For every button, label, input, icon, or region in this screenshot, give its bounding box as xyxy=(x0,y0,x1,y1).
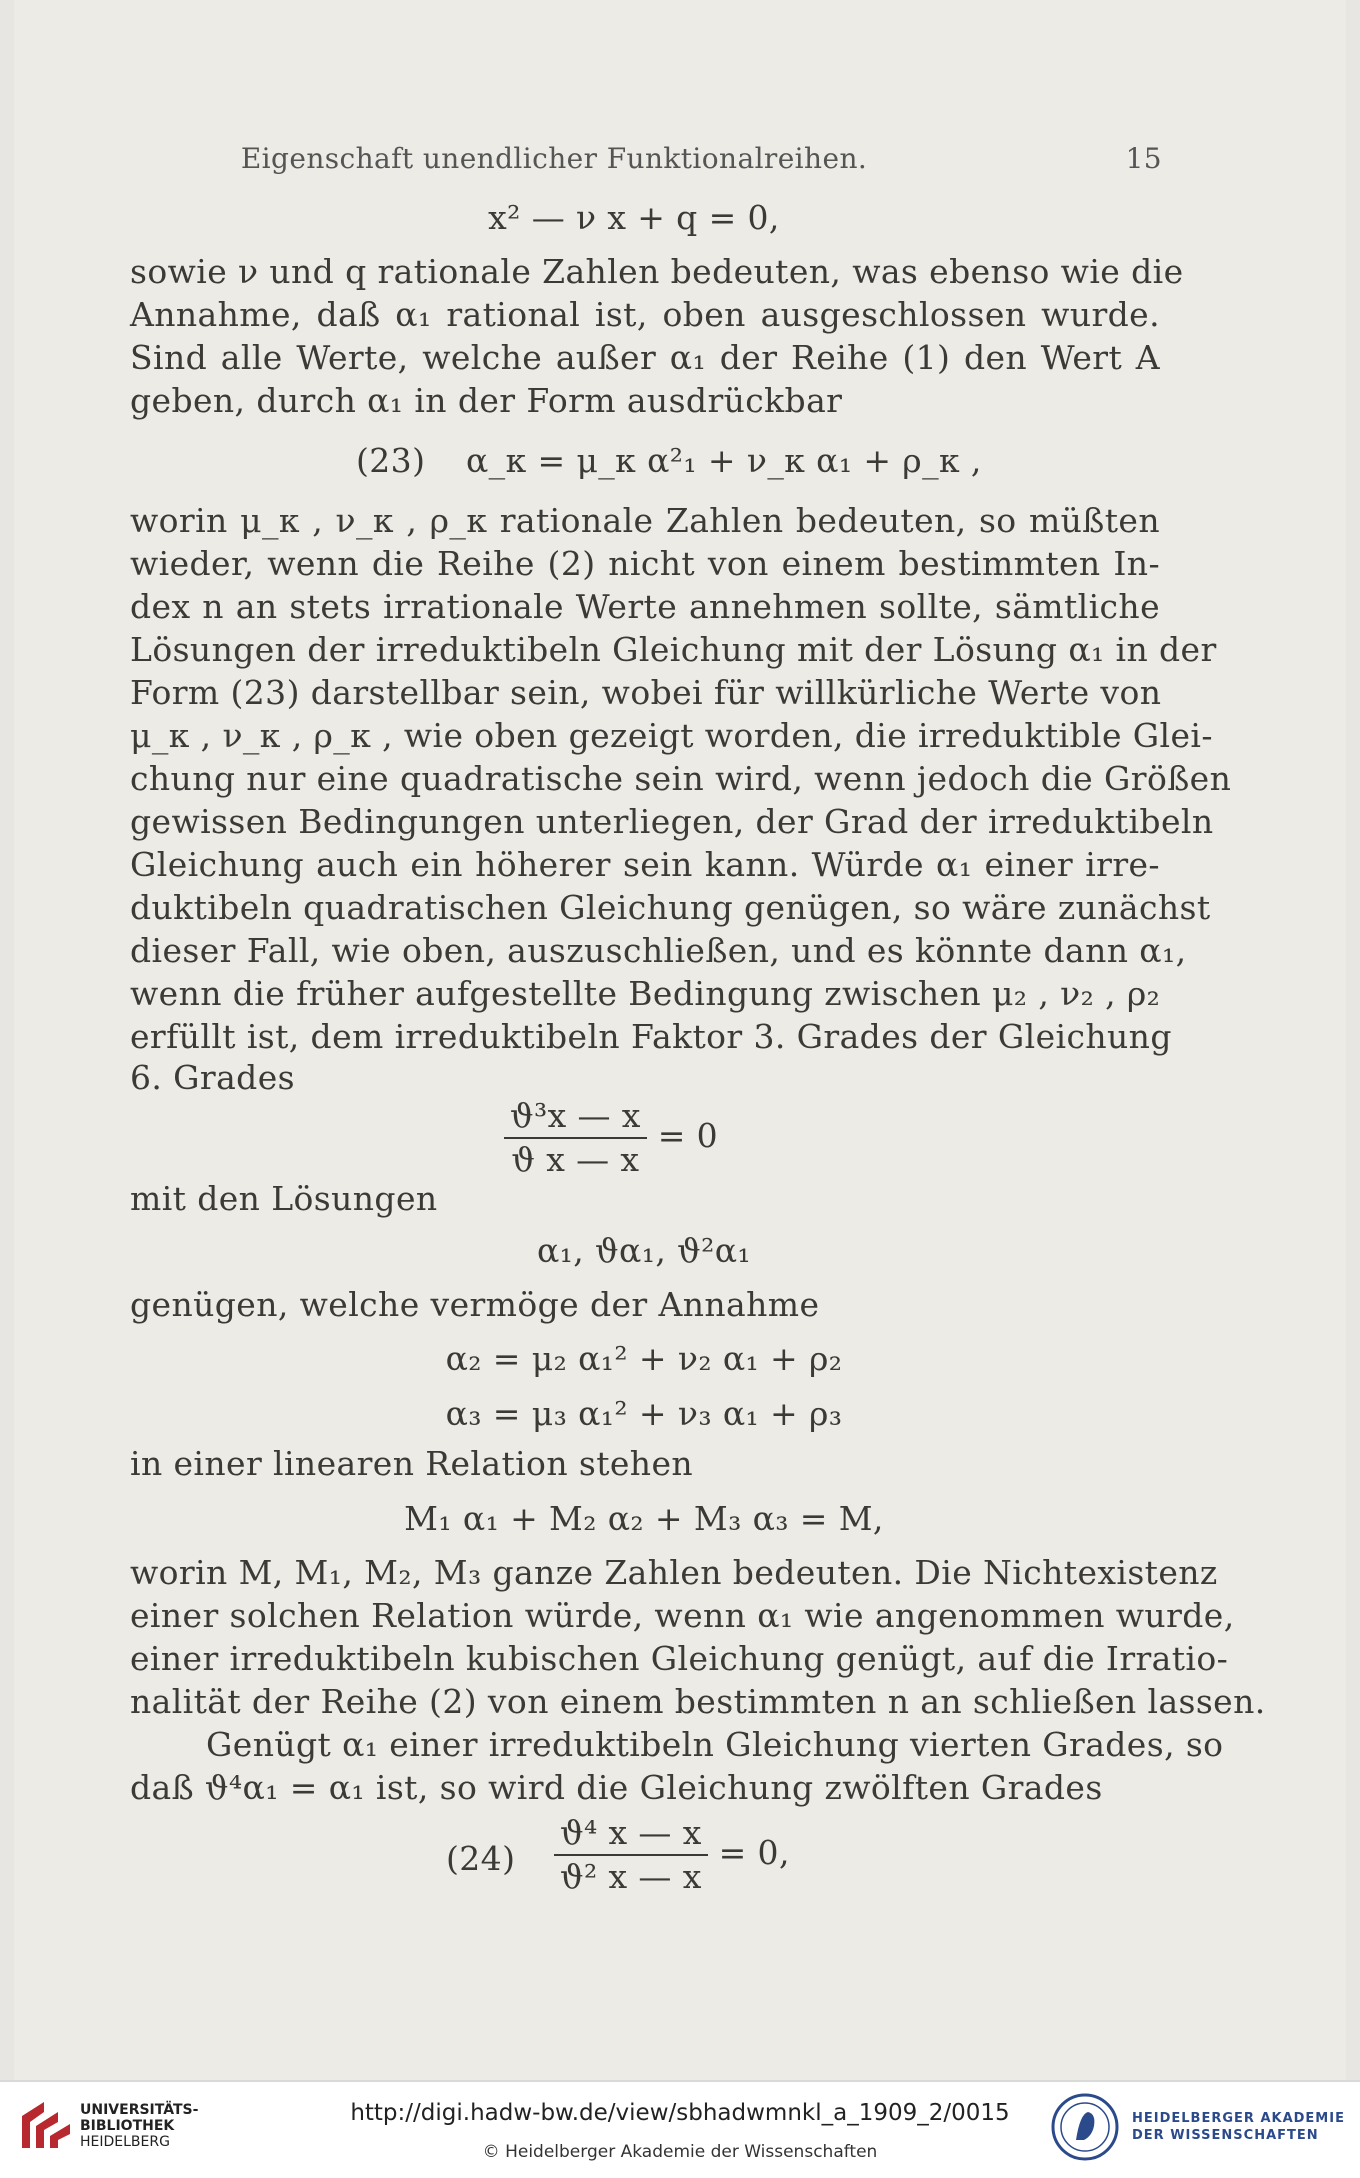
text-line: worin μ_κ , ν_κ , ρ_κ rationale Zahlen bedeuten, so müßten xyxy=(130,501,1160,540)
academy-name-line: DER WISSENSCHAFTEN xyxy=(1132,2128,1319,2143)
fraction-denominator: ϑ x — x xyxy=(511,1140,640,1179)
equation-23: α_κ = μ_κ α²₁ + ν_κ α₁ + ρ_κ , xyxy=(466,441,982,480)
text-line: nalität der Reihe (2) von einem bestimmten n an schließen lassen. xyxy=(130,1682,1266,1721)
text-line: Annahme, daß α₁ rational ist, oben ausgeschlossen wurde. xyxy=(130,295,1160,334)
text-line: worin M, M₁, M₂, M₃ ganze Zahlen bedeuten. Die Nichtexistenz xyxy=(130,1553,1218,1592)
fraction-numerator: ϑ³x — x xyxy=(504,1095,647,1139)
equation-number: (24) xyxy=(446,1839,516,1878)
text-line: 6. Grades xyxy=(130,1058,295,1097)
text-line: mit den Lösungen xyxy=(130,1179,438,1218)
academy-name xyxy=(1132,2110,1345,2144)
text-line: Genügt α₁ einer irreduktibeln Gleichung vierten Grades, so xyxy=(206,1725,1224,1764)
text-line: erfüllt ist, dem irreduktibeln Faktor 3. Grades der Gleichung xyxy=(130,1017,1172,1056)
text-line: Lösungen der irreduktibeln Gleichung mit der Lösung α₁ in der xyxy=(130,630,1217,669)
text-line: dieser Fall, wie oben, auszuschließen, und es könnte dann α₁, xyxy=(130,931,1187,970)
equation-solutions: α₁, ϑα₁, ϑ²α₁ xyxy=(536,1231,752,1270)
text-line: einer solchen Relation würde, wenn α₁ wie angenommen wurde, xyxy=(130,1596,1235,1635)
fraction-equation-24 xyxy=(554,1812,874,1902)
academy-seal-icon xyxy=(1050,2092,1120,2162)
book-page xyxy=(14,0,1346,2080)
footer-bar xyxy=(0,2080,1360,2178)
text-line: Sind alle Werte, welche außer α₁ der Reihe (1) den Wert A xyxy=(130,338,1160,377)
fraction-numerator: ϑ⁴ x — x xyxy=(554,1812,708,1856)
equation-quadratic: x² — ν x + q = 0, xyxy=(488,198,780,237)
library-name-line: HEIDELBERG xyxy=(80,2134,170,2150)
academy-name-line: HEIDELBERGER AKADEMIE xyxy=(1132,2111,1345,2126)
text-line: chung nur eine quadratische sein wird, wenn jedoch die Größen xyxy=(130,759,1232,798)
library-name-line: BIBLIOTHEK xyxy=(80,2118,175,2134)
library-name-line: UNIVERSITÄTS- xyxy=(80,2102,199,2118)
running-title: Eigenschaft unendlicher Funktionalreihen. xyxy=(240,142,868,175)
text-line: duktibeln quadratischen Gleichung genügen, so wäre zunächst xyxy=(130,888,1211,927)
equation-alpha3: α₃ = μ₃ α₁² + ν₃ α₁ + ρ₃ xyxy=(445,1394,843,1433)
fraction-rhs: = 0, xyxy=(718,1833,790,1872)
fraction-rhs: = 0 xyxy=(657,1116,719,1155)
text-line: gewissen Bedingungen unterliegen, der Grad der irreduktibeln xyxy=(130,802,1214,841)
equation-number: (23) xyxy=(356,441,426,480)
text-line: Gleichung auch ein höherer sein kann. Würde α₁ einer irre- xyxy=(130,845,1160,884)
text-line: wieder, wenn die Reihe (2) nicht von einem bestimmten In- xyxy=(130,544,1160,583)
fraction-equation-1 xyxy=(504,1095,804,1185)
permalink-url[interactable]: http://digi.hadw-bw.de/view/sbhadwmnkl_a_1909_2/0015 xyxy=(350,2100,1010,2126)
equation-alpha2: α₂ = μ₂ α₁² + ν₂ α₁ + ρ₂ xyxy=(445,1339,843,1378)
text-line: Form (23) darstellbar sein, wobei für willkürliche Werte von xyxy=(130,673,1162,712)
text-line: μ_κ , ν_κ , ρ_κ , wie oben gezeigt worden, die irreduktible Glei- xyxy=(130,716,1213,755)
text-line: dex n an stets irrationale Werte annehmen sollte, sämtliche xyxy=(130,587,1160,626)
copyright-notice: © Heidelberger Akademie der Wissenschaften xyxy=(482,2142,878,2162)
text-line: in einer linearen Relation stehen xyxy=(130,1444,694,1483)
page-number: 15 xyxy=(1125,142,1162,175)
text-line: genügen, welche vermöge der Annahme xyxy=(130,1285,820,1324)
text-line: daß ϑ⁴α₁ = α₁ ist, so wird die Gleichung zwölften Grades xyxy=(130,1768,1103,1807)
text-line: einer irreduktibeln kubischen Gleichung genügt, auf die Irratio- xyxy=(130,1639,1229,1678)
fraction-denominator: ϑ² x — x xyxy=(560,1857,702,1896)
text-line: wenn die früher aufgestellte Bedingung zwischen μ₂ , ν₂ , ρ₂ xyxy=(130,974,1161,1013)
text-line: sowie ν und q rationale Zahlen bedeuten, was ebenso wie die xyxy=(130,252,1184,291)
text-line: geben, durch α₁ in der Form ausdrückbar xyxy=(130,381,843,420)
equation-relation: M₁ α₁ + M₂ α₂ + M₃ α₃ = M, xyxy=(404,1499,884,1538)
